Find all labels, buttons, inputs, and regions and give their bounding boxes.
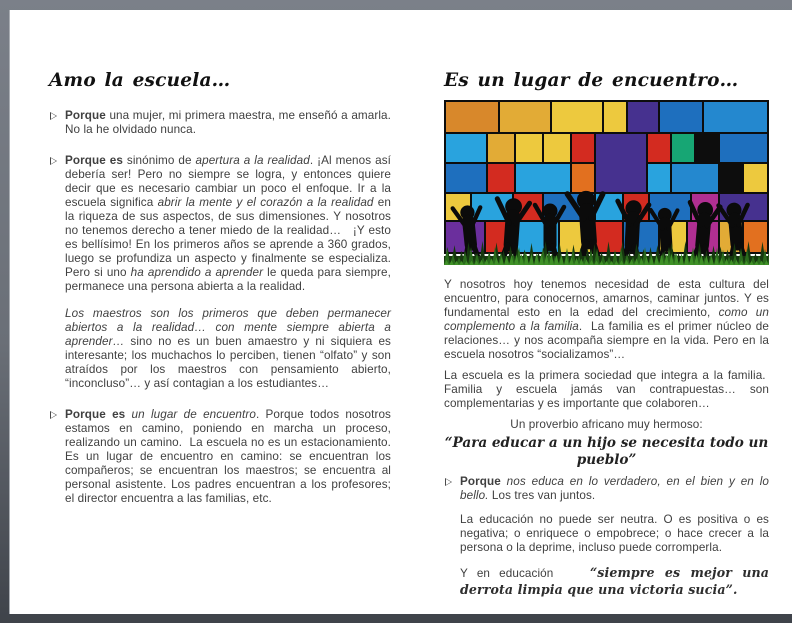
bullet-text: Porque nos educa en lo verdadero, en el bien y en lo bello. Los tres van juntos. xyxy=(460,475,769,502)
proverb-intro: Un proverbio africano muy hermoso: xyxy=(510,418,703,431)
bullet-text: Porque es sinónimo de apertura a la realidad. ¡Al menos así debería ser! Pero no siempre se logra, y entonces quiere decir que es necesario cambiar un poco el enfoque. Ir a la escuela significa abrir la mente y el corazón a la realidad en la riqueza de sus aspectos, de sus dimensiones. Y nosotros no tenemos derecho a tener miedo de la realidad… ¡Y esto es bellísimo! En los primeros años se aprende a 360 grados, luego se profundiza un aspecto y finalmente se especializa. Pero si uno ha aprendido a aprender le queda para siempre, permanece una persona abierta a la realidad. xyxy=(65,154,391,293)
list-item xyxy=(49,154,391,294)
list-item xyxy=(49,408,391,506)
bullet-arrow-icon xyxy=(50,157,57,165)
paragraph: Y en educación “siempre es mejor una derrota limpia que una victoria sucia”. xyxy=(460,565,769,597)
bullet-arrow-icon xyxy=(50,112,57,120)
bullet-arrow-icon xyxy=(50,411,57,419)
document-page xyxy=(9,10,792,614)
paragraph: Y nosotros hoy tenemos necesidad de esta cultura del encuentro, para conocernos, amarnos, caminar juntos. Y es fundamental esto en la edad del crecimiento, como un complemento a la familia. La familia es el primer núcleo de relaciones… y nos acompaña siempre en la vida. Pero en la escuela nosotros “socializamos”… xyxy=(444,278,769,361)
paragraph: La educación no puede ser neutra. O es positiva o es negativa; o enriquece o empobrece; o hace crecer a la persona o la deprime, incluso puede corromperla. xyxy=(460,513,769,554)
paragraph: La escuela es la primera sociedad que integra a la familia. Familia y escuela jamás van contrapuestas… son complementarias y es importante que colaboren… xyxy=(444,369,769,410)
left-column xyxy=(49,70,391,506)
bullet-arrow-icon xyxy=(445,478,452,486)
list-item xyxy=(49,109,391,137)
left-column-title: Amo la escuela… xyxy=(49,70,231,91)
list-item xyxy=(444,475,769,503)
bullet-text: Porque es un lugar de encuentro. Porque todos nosotros estamos en camino, poniendo en marcha un proceso, realizando un camino. La escuela no es un estacionamiento. Es un lugar de encuentro en camino: se encuentran los compañeros; se encuentran los maestros; se encuentra al personal asistente. Los padres encuentran a los profesores; el director encuentra a las familias, etc. xyxy=(65,408,391,505)
right-column xyxy=(444,70,769,599)
right-column-title: Es un lugar de encuentro… xyxy=(444,70,739,91)
bullet-text: Porque una mujer, mi primera maestra, me enseñó a amarla. No la he olvidado nunca. xyxy=(65,109,391,136)
proverb-quote: “Para educar a un hijo se necesita todo un pueblo” xyxy=(444,435,769,468)
children-jumping-image xyxy=(444,100,769,265)
indented-paragraph: Los maestros son los primeros que deben permanecer abiertos a la realidad… con mente siempre abierta a aprender… sino no es un buen amaestro y ni siquiera es interesante; los muchachos lo perciben, tienen “olfato” y son atraídos por los maestros con pensamiento abierto, “inconcluso”… y así contagian a los estudiantes… xyxy=(65,307,391,390)
